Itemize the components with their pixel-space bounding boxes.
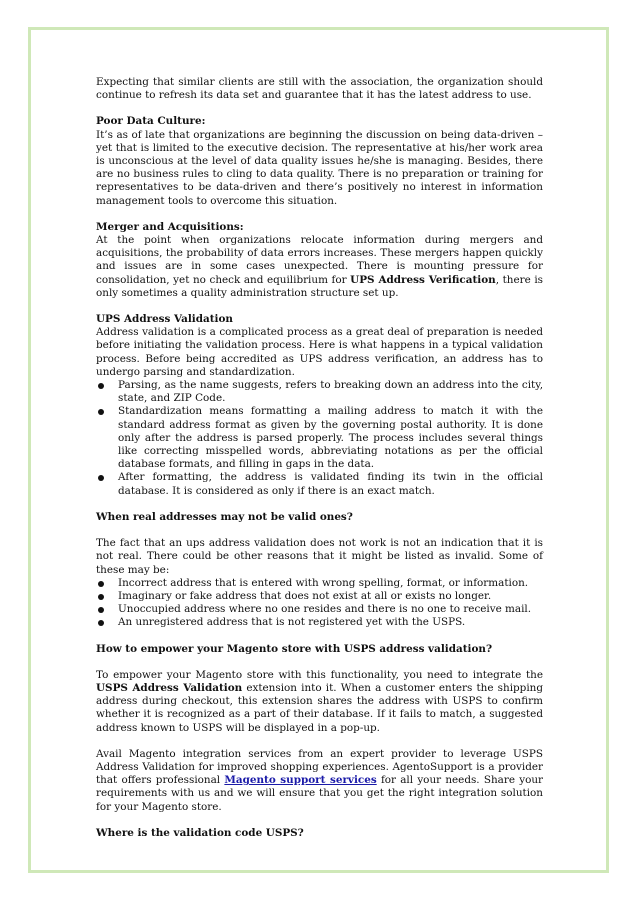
list-item: Incorrect address that is entered with wrong spelling, format, or information. — [96, 577, 543, 590]
ups-validation-paragraph: Address validation is a complicated process as a great deal of preparation is needed before initiating the validation process. Here is what happens in a typical validation process. Before being accredited as UPS address verification, an address has to undergo parsing and standardization. — [96, 326, 543, 378]
invalid-heading: When real addresses may not be valid ones? — [96, 510, 353, 523]
invalid-paragraph: The fact that an ups address validation does not work is not an indication that it is not real. There could be other reasons that it might be listed as invalid. Some of these may be: — [96, 537, 543, 576]
merger-section — [96, 221, 543, 300]
list-item: Standardization means formatting a mailing address to match it with the standard address format as given by the governing postal authority. It is done only after the address is parsed properly. The process includes several things like correcting misspelled words, abbreviating notations as per the official database formats, and filling in gaps in the data. — [96, 405, 543, 471]
poor-data-heading: Poor Data Culture: — [96, 115, 206, 128]
bullet-icon — [98, 607, 104, 613]
bullet-icon — [98, 383, 104, 389]
merger-heading: Merger and Acquisitions: — [96, 220, 244, 233]
merger-paragraph — [96, 234, 543, 300]
merger-text-2: , there is only sometimes a quality administration structure set up. — [96, 273, 543, 299]
list-item: Imaginary or fake address that does not exist at all or exists no longer. — [96, 590, 543, 603]
magento-section — [96, 643, 543, 814]
invalid-list — [96, 577, 543, 630]
magento-bold-term: USPS Address Validation — [96, 681, 243, 694]
ups-validation-list — [96, 379, 543, 498]
ups-validation-section — [96, 313, 543, 498]
poor-data-paragraph: It’s as of late that organizations are beginning the discussion on being data-driven – yet that is limited to the executive decision. The representative at his/her work area is unconscious at the level of data quality issues he/she is managing. Besides, there are no business rules to cling to data quality. There is no preparation or training for representatives to be data-driven and there’s positively no interest in information management tools to overcome this situation. — [96, 128, 543, 207]
document-body — [96, 76, 543, 853]
magento-heading: How to empower your Magento store with USPS address validation? — [96, 642, 493, 655]
bullet-icon — [98, 620, 104, 626]
bullet-icon — [98, 475, 104, 481]
list-item: After formatting, the address is validated finding its twin in the official database. It is considered as only if there is an exact match. — [96, 471, 543, 497]
merger-bold-term: UPS Address Verification — [350, 273, 496, 286]
where-heading: Where is the validation code USPS? — [96, 826, 304, 839]
bullet-icon — [98, 409, 104, 415]
magento-paragraph-2: Avail Magento integration services from an expert provider to leverage USPS Address Validation for improved shopping experiences. AgentoSupport is a provider that offers professional Magento support services for all your needs. Share your requirements with us and we will ensure that you get the right integration solution for your Magento store. — [96, 747, 543, 813]
list-item: An unregistered address that is not registered yet with the USPS. — [96, 616, 543, 629]
list-item: Unoccupied address where no one resides and there is no one to receive mail. — [96, 603, 543, 616]
list-item: Parsing, as the name suggests, refers to breaking down an address into the city, state, and ZIP Code. — [96, 379, 543, 405]
magento-paragraph-1: To empower your Magento store with this functionality, you need to integrate the USPS Address Validation extension into it. When a customer enters the shipping address during checkout, this extension shares the address with USPS to confirm whether it is recognized as a part of their database. If it fails to match, a suggested address known to USPS will be displayed in a pop-up. — [96, 668, 543, 734]
ups-validation-heading: UPS Address Validation — [96, 313, 233, 326]
intro-paragraph: Expecting that similar clients are still with the association, the organization should continue to refresh its data set and guarantee that it has the latest address to use. — [96, 76, 543, 102]
bullet-icon — [98, 594, 104, 600]
invalid-section — [96, 511, 543, 630]
magento-support-link[interactable]: Magento support services — [224, 774, 377, 787]
poor-data-section — [96, 115, 543, 207]
bullet-icon — [98, 581, 104, 587]
merger-text-1: At the point when organizations relocate information during mergers and acquisitions, the probability of data errors increases. These mergers happen quickly and issues are in some cases unexpected. There is mounting pressure for consolidation, yet no check and equilibrium for — [96, 234, 543, 286]
